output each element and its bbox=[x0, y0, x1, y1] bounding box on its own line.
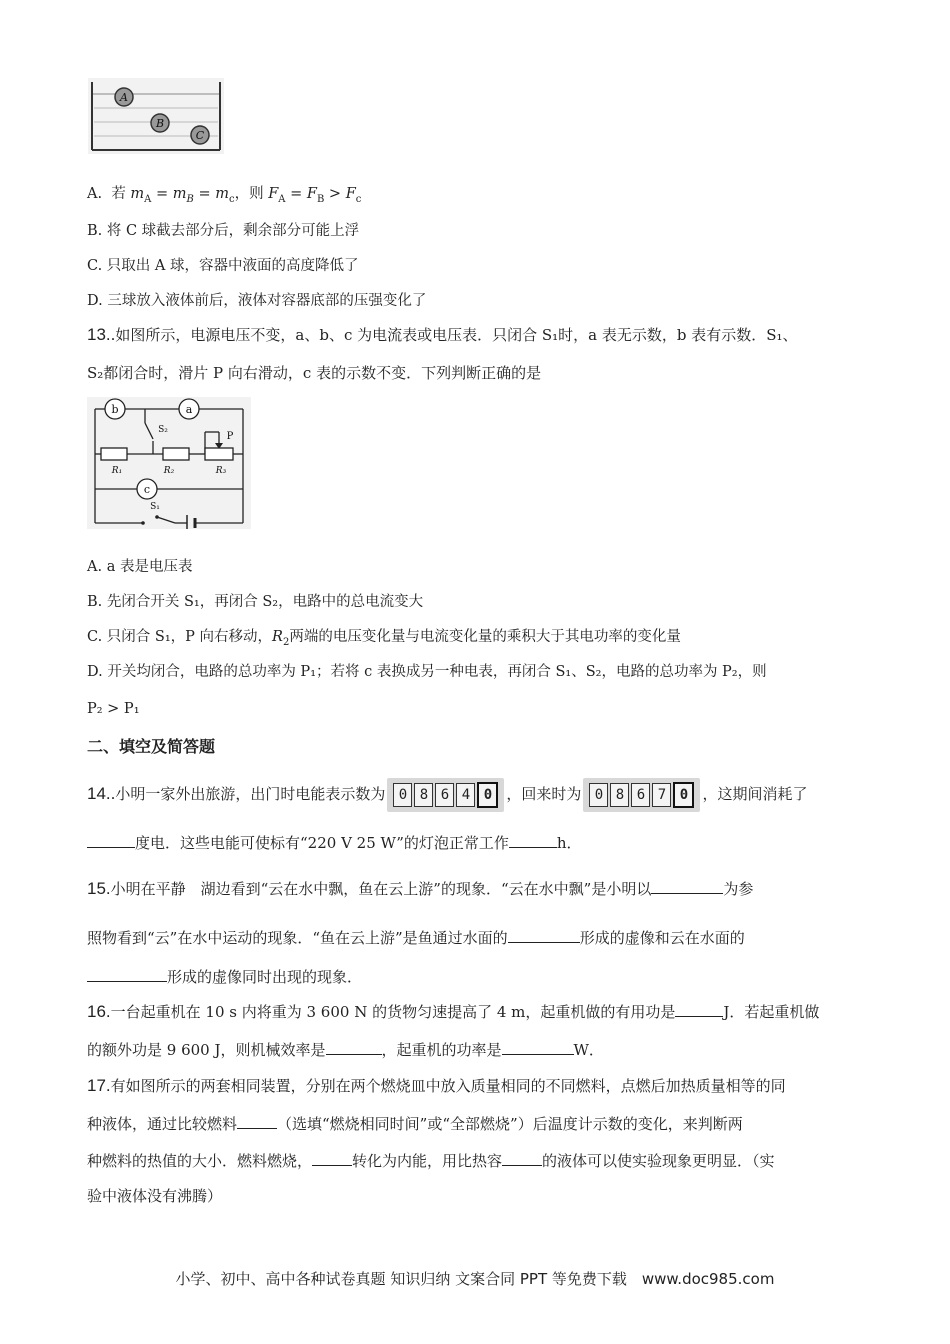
q13-option-d-line1: D. 开关均闭合，电路的总功率为 P₁；若将 c 表换成另一种电表，再闭合 S₁、S₂，电路的总功率为 P₂，则 bbox=[87, 664, 767, 680]
ball-a bbox=[115, 88, 133, 106]
q13-stem-line1: 13..如图所示，电源电压不变，a、b、c 为电流表或电压表．只闭合 S₁时，a 表无示数，b 表有示数．S₁、 bbox=[87, 325, 798, 344]
q15-stem-line1: 15.小明在平静 湖边看到“云在水中飘，鱼在云上游”的现象．“云在水中飘”是小明以 为参 bbox=[87, 879, 754, 898]
q17-blank-2 bbox=[312, 1151, 352, 1166]
q16-blank-2 bbox=[326, 1040, 382, 1055]
q13-number: 13. bbox=[87, 325, 111, 344]
q14-number: 14. bbox=[87, 784, 111, 803]
meter-c-label: c bbox=[143, 483, 151, 496]
q17-number: 17. bbox=[87, 1076, 111, 1095]
ball-a-label: A bbox=[120, 91, 128, 104]
q13-stem-line2: S₂都闭合时，滑片 P 向右滑动，c 表的示数不变．下列判断正确的是 bbox=[87, 364, 542, 382]
r1-label: R₁ bbox=[111, 466, 123, 476]
q15-number: 15. bbox=[87, 879, 111, 898]
q15-stem-line2: 照物看到“云”在水中运动的现象．“鱼在云上游”是鱼通过水面的 形成的虚像和云在水面的 bbox=[87, 929, 745, 947]
q14-stem-line2: 度电．这些电能可使标有“220 V 25 W”的灯泡正常工作 h． bbox=[87, 833, 582, 853]
ball-b bbox=[151, 114, 169, 132]
q17-stem-line3: 种燃料的热值的大小．燃料燃烧， 转化为内能，用比热容 的液体可以使实验现象更明显．（实 bbox=[87, 1152, 775, 1170]
meter-b-label: b bbox=[111, 403, 119, 416]
ball-c-label: C bbox=[195, 129, 205, 142]
q12-option-a: A. 若 $m_A = m_B = m_c$，则 $F_A = F_B > F_c$ bbox=[87, 186, 362, 205]
q16-stem-line1: 16.一台起重机在 10 s 内将重为 3 600 N 的货物匀速提高了 4 m，起重机做的有用功是 J．若起重机做 bbox=[87, 1002, 820, 1021]
q17-stem-line1: 17.有如图所示的两套相同装置，分别在两个燃烧皿中放入质量相同的不同燃料，点燃后加热质量相等的同 bbox=[87, 1076, 786, 1095]
q13-circuit-figure bbox=[87, 397, 251, 529]
ball-b-label: B bbox=[155, 117, 165, 130]
q16-blank-1 bbox=[675, 1002, 723, 1017]
q16-stem-line2: 的额外功是 9 600 J，则机械效率是 ，起重机的功率是 W． bbox=[87, 1041, 604, 1059]
q17-stem-line2: 种液体，通过比较燃料 （选填“燃烧相同时间”或“全部燃烧”）后温度计示数的变化，来判断两 bbox=[87, 1115, 743, 1133]
meter-a-label: a bbox=[185, 403, 193, 416]
q17-stem-line4: 验中液体没有沸腾） bbox=[87, 1187, 223, 1205]
r2-label: R₂ bbox=[163, 466, 175, 476]
q16-blank-3 bbox=[502, 1040, 574, 1055]
q12-option-c: C. 只取出 A 球，容器中液面的高度降低了 bbox=[87, 258, 359, 274]
switch-s2-label: S₂ bbox=[158, 425, 168, 435]
q12-option-b: B. 将 C 球截去部分后，剩余部分可能上浮 bbox=[87, 223, 360, 239]
page-footer: 小学、初中、高中各种试卷真题 知识归纳 文案合同 PPT 等免费下载 www.doc985.com bbox=[175, 1270, 775, 1288]
q12-option-d: D. 三球放入液体前后，液体对容器底部的压强变化了 bbox=[87, 293, 427, 309]
q15-blank-2 bbox=[508, 928, 580, 943]
q14-stem-line1: 14..小明一家外出旅游，出门时电能表示数为 0 8 6 4 0 ，回来时为 0 8 6 7 0 ，这期间消耗了 bbox=[87, 778, 807, 812]
q15-blank-1 bbox=[651, 879, 723, 894]
ball-c bbox=[191, 126, 209, 144]
q13-option-b: B. 先闭合开关 S₁，再闭合 S₂，电路中的总电流变大 bbox=[87, 594, 424, 610]
q13-option-c: C. 只闭合 S₁，P 向右移动，$R_2$两端的电压变化量与电流变化量的乘积大于其电功率的变化量 bbox=[87, 629, 681, 648]
q14-blank-2 bbox=[509, 833, 557, 848]
slider-p-label: P bbox=[226, 431, 234, 442]
q13-option-a: A. a 表是电压表 bbox=[87, 559, 193, 575]
q15-stem-line3: 形成的虚像同时出现的现象． bbox=[87, 967, 362, 987]
switch-s1-label: S₁ bbox=[150, 502, 160, 512]
q13-option-d-line2: P₂ > P₁ bbox=[87, 701, 140, 717]
meter-reading-start: 0 8 6 4 0 bbox=[387, 778, 504, 812]
meter-reading-end: 0 8 6 7 0 bbox=[583, 778, 700, 812]
q15-blank-3 bbox=[87, 967, 167, 982]
section-2-heading: 二、填空及简答题 bbox=[87, 737, 216, 756]
q14-blank-1 bbox=[87, 833, 135, 848]
q12-container-figure bbox=[88, 78, 224, 154]
r3-label: R₃ bbox=[215, 466, 227, 476]
q17-blank-1 bbox=[237, 1114, 277, 1129]
q17-blank-3 bbox=[502, 1151, 542, 1166]
q16-number: 16. bbox=[87, 1002, 111, 1021]
